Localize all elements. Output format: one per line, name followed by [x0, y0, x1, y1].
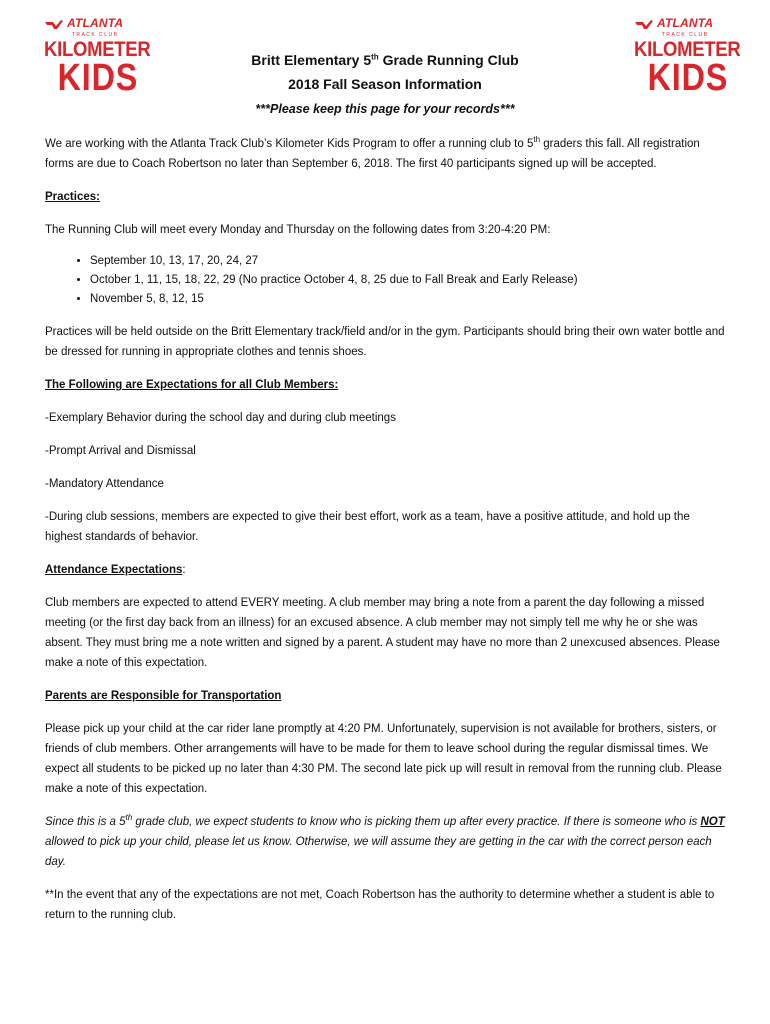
document-body: [45, 134, 725, 925]
pickup-superscript: th: [125, 813, 133, 823]
intro-text: We are working with the Atlanta Track Club’s Kilometer Kids Program to offer a running club to 5: [45, 138, 534, 150]
attendance-colon: :: [182, 564, 186, 576]
atlanta-track-club-mark: [44, 16, 144, 36]
keep-records-note: ***Please keep this page for your records***: [255, 102, 515, 116]
expectations-heading: The Following are Expectations for all Club Members:: [45, 379, 339, 391]
practice-date-item: • September 10, 13, 17, 20, 24, 27: [90, 252, 725, 271]
logo-brand-text: ATLANTA: [67, 16, 124, 30]
logo-sub-text: TRACK CLUB: [71, 32, 119, 38]
pickup-text: Since this is a 5: [45, 816, 126, 828]
transport-heading: Parents are Responsible for Transportation: [45, 690, 282, 702]
transport-paragraph: Please pick up your child at the car rider lane promptly at 4:20 PM. Unfortunately, supervision is not available for brothers, sisters, or friends of club members. Other arrangements will have to be made for them to leave school during the regular dismissal times. We expect all students to be picked up no later than 4:30 PM. The second late pick up will result in removal from the running club. Please make a note of this expectation.: [45, 723, 722, 795]
logo-kilometer-text: KILOMETER: [44, 38, 151, 61]
emphasis-not: NOT: [700, 816, 725, 828]
intro-superscript: th: [533, 135, 541, 145]
document-title: [0, 48, 770, 72]
expectation-item: -Exemplary Behavior during the school day and during club meetings: [45, 412, 396, 424]
running-figure-icon: [634, 19, 654, 33]
practices-lead: The Running Club will meet every Monday and Thursday on the following dates from 3:20-4:20 PM:: [45, 224, 551, 236]
closing-paragraph: **In the event that any of the expectations are not met, Coach Robertson has the authority to determine whether a student is able to return to the running club.: [45, 889, 715, 921]
logo-sub-text: TRACK CLUB: [661, 32, 709, 38]
expectation-item: -During club sessions, members are expected to give their best effort, work as a team, have a positive attitude, and hold up the highest standards of behavior.: [45, 511, 690, 543]
attendance-paragraph: Club members are expected to attend EVERY meeting. A club member may bring a note from a parent the day following a missed meeting (or the first day back from an illness) for an excused absence. A club member may not simply tell me why he or she was absent. They must bring me a note written and signed by a parent. A student may have no more than 2 unexcused absences. Please make a note of this expectation.: [45, 597, 720, 669]
logo-brand-text: ATLANTA: [657, 16, 714, 30]
practices-heading: Practices:: [45, 191, 100, 203]
pickup-text-end: allowed to pick up your child, please let us know. Otherwise, we will assume they are getting in the car with the correct person each day.: [45, 836, 712, 868]
logo-kids-text: KIDS: [647, 57, 729, 99]
logo-kilometer-text: KILOMETER: [634, 38, 741, 61]
logo-kids-text: KIDS: [57, 57, 139, 99]
practice-date-item: • November 5, 8, 12, 15: [90, 290, 725, 309]
practice-dates-list: [45, 252, 725, 309]
intro-paragraph: [45, 134, 725, 174]
document-header: [0, 48, 770, 122]
title-text-end: Grade Running Club: [378, 52, 519, 68]
title-text: Britt Elementary 5: [251, 52, 372, 68]
intro-text-end: graders this fall. All registration forms are due to Coach Robertson no later than September 6, 2018. The first 40 participants signed up will be accepted.: [45, 138, 700, 170]
practice-date-item: • October 1, 11, 15, 18, 22, 29 (No practice October 4, 8, 25 due to Fall Break and Early Release): [90, 271, 725, 290]
expectation-item: -Mandatory Attendance: [45, 478, 164, 490]
expectation-item: -Prompt Arrival and Dismissal: [45, 445, 196, 457]
pickup-text-mid: grade club, we expect students to know who is picking them up after every practice. If there is someone who is: [132, 816, 701, 828]
attendance-heading: Attendance Expectations: [45, 564, 183, 576]
running-figure-icon: [44, 19, 64, 33]
practice-location-paragraph: Practices will be held outside on the Britt Elementary track/field and/or in the gym. Participants should bring their own water bottle and be dressed for running in appropriate clothes and tennis shoes.: [45, 326, 725, 358]
atlanta-track-club-mark: [634, 16, 734, 36]
attendance-heading-line: [45, 560, 725, 580]
pickup-italic-paragraph: [45, 812, 725, 872]
title-superscript: th: [371, 52, 379, 62]
document-subtitle: 2018 Fall Season Information: [288, 76, 482, 92]
